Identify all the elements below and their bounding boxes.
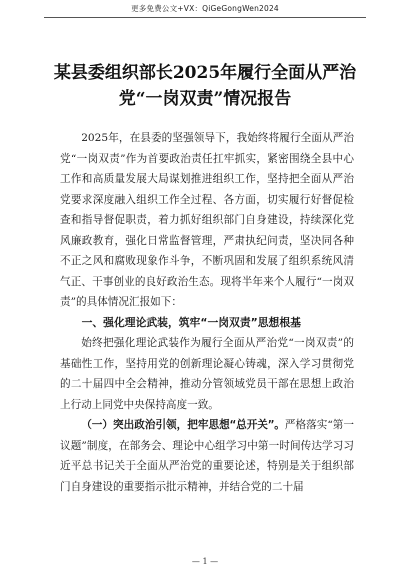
header-note: 更多免费公文+VX：QiGeGongWen2024	[131, 4, 279, 13]
section-heading-1: 一、强化理论武装，筑牢“一岗双责”思想根基	[81, 315, 301, 329]
subsection-heading-1: （一）突出政治引领，把牢思想“总开关”。	[81, 419, 285, 431]
page-number: — 1 —	[191, 557, 219, 566]
paragraph-section-1: 始终把强化理论武装作为履行全面从严治党“一岗双责”的基础性工作，坚持用党的创新理论凝心铸魂，深入学习贯彻党的二十届四中全会精神，推动分管领域党员干部在思想上政治上行动上同党中央保持高度一致。	[60, 337, 354, 411]
paragraph-intro: 2025年，在县委的坚强领导下，我始终将履行全面从严治党“一岗双责”作为首要政治责任扛牢抓实，紧密围绕全县中心工作和高质量发展大局谋划推进组织工作，坚持把全面从严治党要求深度融入组织工作全过程、各方面，切实履行好督促检查和指导督促职责，着力抓好组织部门自身建设，持续深化党风廉政教育，强化日常监督管理，严肃执纪问责，坚决同各种不正之风和腐败现象作斗争，不断巩固和发展了组织系统风清气正、干事创业的良好政治生态。现将半年来个人履行“一岗双责”的具体情况汇报如下：	[60, 132, 354, 308]
header-divider	[44, 17, 366, 18]
document-body	[60, 128, 354, 497]
subsection-text-1: 严格落实“第一议题”制度，在部务会、理论中心组学习中第一时间传达学习习近平总书记关于全面从严治党的重要论述，特别是关于组织部门自身建设的重要指示批示精神，并结合党的二十届	[60, 419, 354, 493]
title-line-1: 某县委组织部长2025年履行全面从严治	[53, 63, 357, 83]
document-title	[52, 60, 358, 112]
paragraph-subsection-1	[60, 415, 354, 497]
title-line-2: 党“一岗双责”情况报告	[118, 89, 292, 109]
